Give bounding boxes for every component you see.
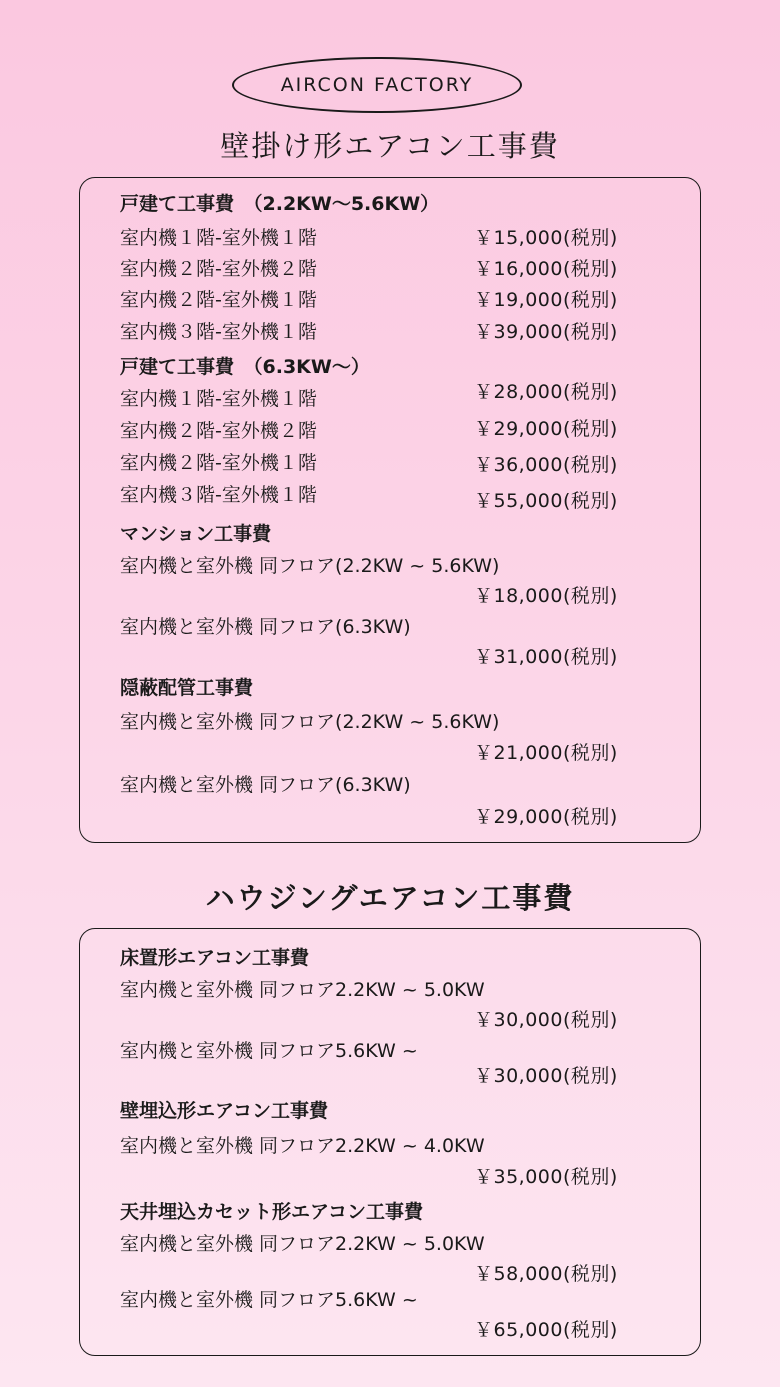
- row-price: ￥36,000(税別): [474, 454, 618, 476]
- row-price: ￥30,000(税別): [474, 1065, 618, 1087]
- row-price: ￥29,000(税別): [474, 806, 618, 828]
- section-title-wall-mounted: 壁掛け形エアコン工事費: [220, 129, 560, 163]
- row-price: ￥35,000(税別): [474, 1166, 618, 1188]
- row-price: ￥15,000(税別): [474, 227, 618, 249]
- group-heading: マンション工事費: [120, 523, 272, 545]
- brand-logo: AIRCON FACTORY: [232, 57, 522, 113]
- row-price: ￥19,000(税別): [474, 289, 618, 311]
- row-label: 室内機と室外機 同フロア2.2KW ~ 5.0KW: [120, 1233, 485, 1255]
- row-label: 室内機１階-室外機１階: [120, 227, 317, 249]
- group-heading: 隠蔽配管工事費: [120, 677, 254, 699]
- row-price: ￥39,000(税別): [474, 321, 618, 343]
- group-heading: 天井埋込カセット形エアコン工事費: [120, 1201, 424, 1223]
- group-heading: 戸建て工事費 （6.3KW〜）: [120, 356, 370, 378]
- row-price: ￥21,000(税別): [474, 742, 618, 764]
- row-price: ￥31,000(税別): [474, 646, 618, 668]
- row-label: 室内機２階-室外機１階: [120, 289, 317, 311]
- row-price: ￥58,000(税別): [474, 1263, 618, 1285]
- row-label: 室内機と室外機 同フロア5.6KW ~: [120, 1289, 418, 1311]
- row-label: 室内機１階-室外機１階: [120, 388, 317, 410]
- row-label: 室内機と室外機 同フロア2.2KW ~ 4.0KW: [120, 1135, 485, 1157]
- row-label: 室内機と室外機 同フロア2.2KW ~ 5.0KW: [120, 979, 485, 1001]
- section-title-housing: ハウジングエアコン工事費: [205, 881, 575, 915]
- group-heading: 戸建て工事費 （2.2KW〜5.6KW）: [120, 193, 440, 215]
- row-label: 室内機２階-室外機１階: [120, 452, 317, 474]
- row-label: 室内機と室外機 同フロア(6.3KW): [120, 616, 411, 638]
- row-label: 室内機２階-室外機２階: [120, 258, 317, 280]
- row-price: ￥55,000(税別): [474, 490, 618, 512]
- row-label: 室内機と室外機 同フロア(6.3KW): [120, 774, 411, 796]
- row-label: 室内機と室外機 同フロア(2.2KW ~ 5.6KW): [120, 555, 500, 577]
- row-price: ￥29,000(税別): [474, 418, 618, 440]
- row-label: 室内機３階-室外機１階: [120, 321, 317, 343]
- row-price: ￥65,000(税別): [474, 1319, 618, 1341]
- group-heading: 壁埋込形エアコン工事費: [120, 1100, 329, 1122]
- row-label: 室内機２階-室外機２階: [120, 420, 317, 442]
- row-price: ￥28,000(税別): [474, 381, 618, 403]
- group-heading: 床置形エアコン工事費: [120, 947, 310, 969]
- row-label: 室内機と室外機 同フロア(2.2KW ~ 5.6KW): [120, 711, 500, 733]
- row-label: 室内機３階-室外機１階: [120, 484, 317, 506]
- row-price: ￥18,000(税別): [474, 585, 618, 607]
- row-price: ￥30,000(税別): [474, 1009, 618, 1031]
- row-price: ￥16,000(税別): [474, 258, 618, 280]
- row-label: 室内機と室外機 同フロア5.6KW ~: [120, 1040, 418, 1062]
